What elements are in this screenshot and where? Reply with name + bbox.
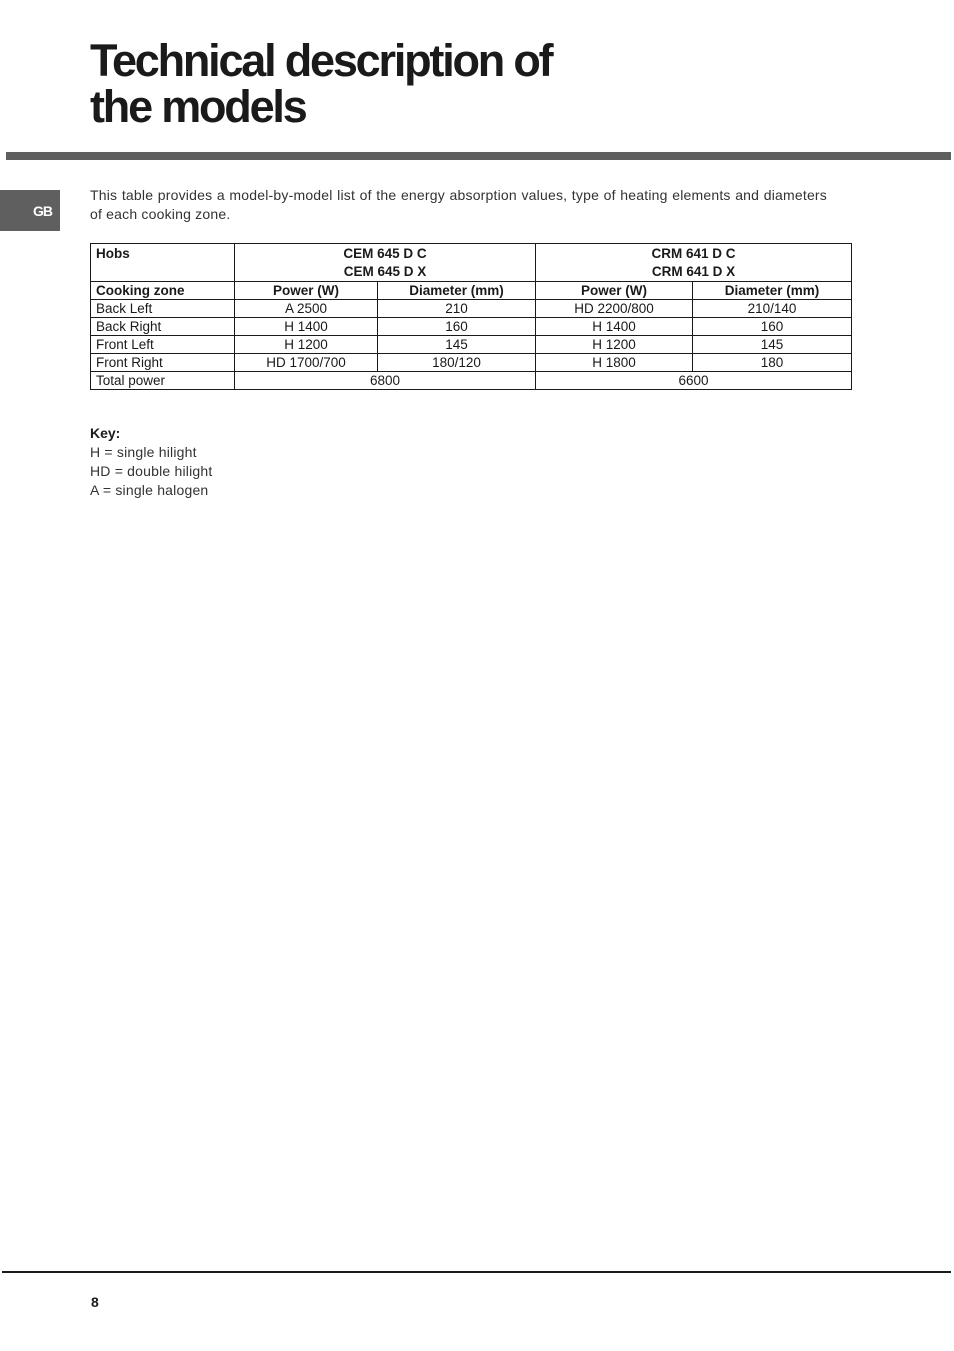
table-column-header-row <box>91 282 852 300</box>
footer-divider <box>2 1271 951 1273</box>
table-row <box>91 336 852 354</box>
table-row <box>91 318 852 336</box>
key-item: H = single hilight <box>90 444 197 460</box>
zone-cell: Front Left <box>91 336 235 354</box>
value-cell: 160 <box>693 318 852 336</box>
value-cell: H 1800 <box>536 354 693 372</box>
intro-paragraph: This table provides a model-by-model list of the energy absorption values, type of heating elements and diameters of each cooking zone. <box>90 187 827 222</box>
key-item: A = single halogen <box>90 482 209 498</box>
model-name: CEM 645 D X <box>343 264 427 279</box>
cooking-zone-header: Cooking zone <box>91 282 235 300</box>
model-name: CEM 645 D C <box>343 246 427 261</box>
header-divider <box>6 152 951 160</box>
model-group-2 <box>536 244 852 282</box>
page-title-line-2: the models <box>90 81 306 132</box>
total-power-value: 6800 <box>235 372 536 390</box>
diameter-header: Diameter (mm) <box>378 282 536 300</box>
table-row <box>91 300 852 318</box>
table-row <box>91 354 852 372</box>
page-number: 8 <box>91 1294 99 1310</box>
value-cell: 180/120 <box>378 354 536 372</box>
zone-cell: Back Right <box>91 318 235 336</box>
model-group-1 <box>235 244 536 282</box>
zone-cell: Back Left <box>91 300 235 318</box>
key-title: Key: <box>90 425 121 441</box>
power-header: Power (W) <box>536 282 693 300</box>
value-cell: 145 <box>378 336 536 354</box>
value-cell: H 1200 <box>235 336 378 354</box>
value-cell: H 1400 <box>235 318 378 336</box>
value-cell: H 1200 <box>536 336 693 354</box>
zone-cell: Front Right <box>91 354 235 372</box>
value-cell: HD 1700/700 <box>235 354 378 372</box>
power-header: Power (W) <box>235 282 378 300</box>
model-spec-table <box>90 243 852 390</box>
value-cell: 180 <box>693 354 852 372</box>
value-cell: 210 <box>378 300 536 318</box>
total-power-label: Total power <box>91 372 235 390</box>
value-cell: 145 <box>693 336 852 354</box>
value-cell: HD 2200/800 <box>536 300 693 318</box>
total-power-row <box>91 372 852 390</box>
value-cell: 210/140 <box>693 300 852 318</box>
diameter-header: Diameter (mm) <box>693 282 852 300</box>
model-name: CRM 641 D X <box>651 264 736 279</box>
page-title <box>90 35 552 132</box>
value-cell: A 2500 <box>235 300 378 318</box>
value-cell: 160 <box>378 318 536 336</box>
page-title-line-1: Technical description of <box>90 35 552 86</box>
model-name: CRM 641 D C <box>651 246 736 261</box>
total-power-value: 6600 <box>536 372 852 390</box>
key-legend <box>90 424 213 500</box>
hobs-label: Hobs <box>91 244 235 282</box>
table-header-row <box>91 244 852 282</box>
language-tab: GB <box>0 190 60 231</box>
value-cell: H 1400 <box>536 318 693 336</box>
key-item: HD = double hilight <box>90 463 213 479</box>
